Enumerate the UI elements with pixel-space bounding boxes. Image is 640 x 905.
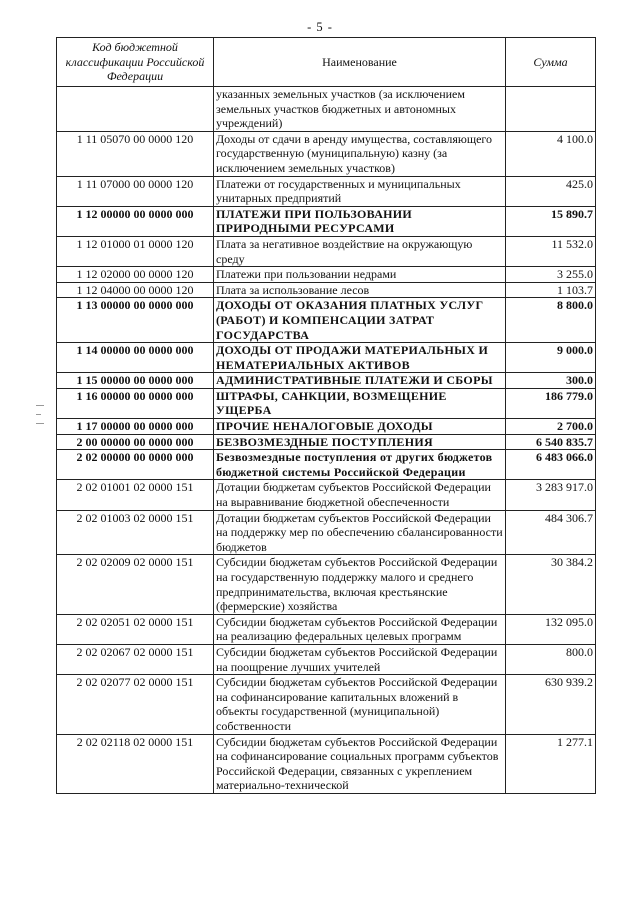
row-name: ДОХОДЫ ОТ ПРОДАЖИ МАТЕРИАЛЬНЫХ И НЕМАТЕРИАЛЬНЫХ АКТИВОВ — [214, 343, 506, 373]
row-code: 2 02 02077 02 0000 151 — [57, 675, 214, 734]
table-row — [57, 450, 596, 480]
table-row — [57, 388, 596, 418]
header-code: Код бюджетной классификации Российской Федерации — [57, 38, 214, 87]
table-row — [57, 480, 596, 510]
table-row — [57, 87, 596, 132]
table-row — [57, 644, 596, 674]
table-row — [57, 282, 596, 298]
row-name: Субсидии бюджетам субъектов Российской Федерации на поощрение лучших учителей — [214, 644, 506, 674]
table-row — [57, 343, 596, 373]
row-sum: 630 939.2 — [506, 675, 596, 734]
row-name: ПРОЧИЕ НЕНАЛОГОВЫЕ ДОХОДЫ — [214, 419, 506, 435]
row-sum: 186 779.0 — [506, 388, 596, 418]
table-row — [57, 236, 596, 266]
row-code: 1 11 05070 00 0000 120 — [57, 131, 214, 176]
row-name: Платежи при пользовании недрами — [214, 267, 506, 283]
row-code: 1 12 02000 00 0000 120 — [57, 267, 214, 283]
row-code: 1 17 00000 00 0000 000 — [57, 419, 214, 435]
table-header-row — [57, 38, 596, 87]
row-sum: 1 103.7 — [506, 282, 596, 298]
row-code: 1 12 00000 00 0000 000 — [57, 206, 214, 236]
row-name: Доходы от сдачи в аренду имущества, составляющего государственную (муниципальную) казну (за исключением земельных участков) — [214, 131, 506, 176]
row-sum: 8 800.0 — [506, 298, 596, 343]
row-sum: 15 890.7 — [506, 206, 596, 236]
row-sum: 3 255.0 — [506, 267, 596, 283]
table-row — [57, 206, 596, 236]
row-sum: 1 277.1 — [506, 734, 596, 793]
row-sum: 425.0 — [506, 176, 596, 206]
row-name: Плата за использование лесов — [214, 282, 506, 298]
row-code: 2 02 02051 02 0000 151 — [57, 614, 214, 644]
row-code: 1 11 07000 00 0000 120 — [57, 176, 214, 206]
row-name: Платежи от государственных и муниципальных унитарных предприятий — [214, 176, 506, 206]
row-name: БЕЗВОЗМЕЗДНЫЕ ПОСТУПЛЕНИЯ — [214, 434, 506, 450]
row-code: 2 02 00000 00 0000 000 — [57, 450, 214, 480]
row-code: 1 14 00000 00 0000 000 — [57, 343, 214, 373]
row-name: Плата за негативное воздействие на окружающую среду — [214, 236, 506, 266]
row-sum: 11 532.0 — [506, 236, 596, 266]
row-sum: 484 306.7 — [506, 510, 596, 555]
row-name: АДМИНИСТРАТИВНЫЕ ПЛАТЕЖИ И СБОРЫ — [214, 373, 506, 389]
row-code — [57, 87, 214, 132]
row-name: указанных земельных участков (за исключением земельных участков бюджетных и автономных учреждений) — [214, 87, 506, 132]
row-sum: 9 000.0 — [506, 343, 596, 373]
header-name: Наименование — [214, 38, 506, 87]
row-name: Дотации бюджетам субъектов Российской Федерации на поддержку мер по обеспечению сбалансированности бюджетов — [214, 510, 506, 555]
row-code: 2 02 02118 02 0000 151 — [57, 734, 214, 793]
table-row — [57, 734, 596, 793]
table-row — [57, 510, 596, 555]
table-row — [57, 434, 596, 450]
row-name: Субсидии бюджетам субъектов Российской Федерации на государственную поддержку малого и среднего предпринимательства, включая крестьянские (фермерские) хозяйства — [214, 555, 506, 614]
row-code: 2 02 02009 02 0000 151 — [57, 555, 214, 614]
row-sum: 2 700.0 — [506, 419, 596, 435]
row-code: 2 02 01001 02 0000 151 — [57, 480, 214, 510]
table-row — [57, 614, 596, 644]
row-name: Субсидии бюджетам субъектов Российской Федерации на софинансирование капитальных вложений в объекты государственной (муниципальной) собственности — [214, 675, 506, 734]
row-name: Субсидии бюджетам субъектов Российской Федерации на софинансирование социальных программ субъектов Российской Федерации, связанных с укреплением материально-технической — [214, 734, 506, 793]
table-row — [57, 555, 596, 614]
row-code: 2 02 02067 02 0000 151 — [57, 644, 214, 674]
budget-revenue-table — [56, 37, 596, 794]
row-name: ПЛАТЕЖИ ПРИ ПОЛЬЗОВАНИИ ПРИРОДНЫМИ РЕСУРСАМИ — [214, 206, 506, 236]
row-sum: 6 540 835.7 — [506, 434, 596, 450]
row-code: 1 12 04000 00 0000 120 — [57, 282, 214, 298]
row-code: 1 13 00000 00 0000 000 — [57, 298, 214, 343]
row-code: 1 12 01000 01 0000 120 — [57, 236, 214, 266]
row-name: Безвозмездные поступления от других бюджетов бюджетной системы Российской Федерации — [214, 450, 506, 480]
row-name: Дотации бюджетам субъектов Российской Федерации на выравнивание бюджетной обеспеченности — [214, 480, 506, 510]
row-sum: 4 100.0 — [506, 131, 596, 176]
row-sum: 6 483 066.0 — [506, 450, 596, 480]
page-number: - 5 - — [307, 20, 333, 34]
table-row — [57, 419, 596, 435]
row-sum: 3 283 917.0 — [506, 480, 596, 510]
table-row — [57, 267, 596, 283]
row-sum: 300.0 — [506, 373, 596, 389]
row-sum — [506, 87, 596, 132]
table-row — [57, 131, 596, 176]
row-code: 1 16 00000 00 0000 000 — [57, 388, 214, 418]
table-row — [57, 298, 596, 343]
scan-mark — [36, 414, 41, 415]
row-name: Субсидии бюджетам субъектов Российской Федерации на реализацию федеральных целевых программ — [214, 614, 506, 644]
header-sum: Сумма — [506, 38, 596, 87]
row-name: ШТРАФЫ, САНКЦИИ, ВОЗМЕЩЕНИЕ УЩЕРБА — [214, 388, 506, 418]
table-row — [57, 373, 596, 389]
row-name: ДОХОДЫ ОТ ОКАЗАНИЯ ПЛАТНЫХ УСЛУГ (РАБОТ) И КОМПЕНСАЦИИ ЗАТРАТ ГОСУДАРСТВА — [214, 298, 506, 343]
row-sum: 132 095.0 — [506, 614, 596, 644]
table-row — [57, 176, 596, 206]
scan-mark — [36, 405, 44, 406]
table-row — [57, 675, 596, 734]
row-code: 2 02 01003 02 0000 151 — [57, 510, 214, 555]
scan-mark — [36, 423, 44, 424]
row-code: 2 00 00000 00 0000 000 — [57, 434, 214, 450]
row-sum: 800.0 — [506, 644, 596, 674]
row-code: 1 15 00000 00 0000 000 — [57, 373, 214, 389]
row-sum: 30 384.2 — [506, 555, 596, 614]
